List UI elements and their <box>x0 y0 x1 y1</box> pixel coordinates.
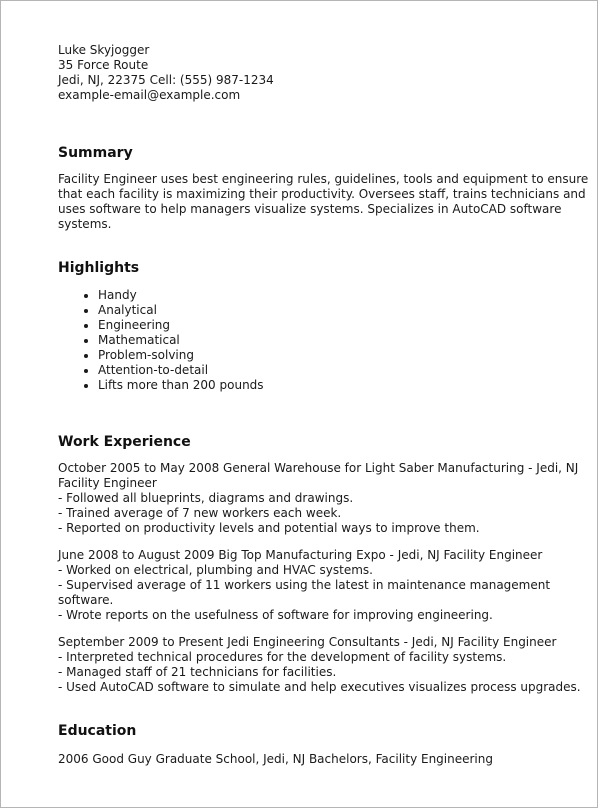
job-duty: - Worked on electrical, plumbing and HVAC systems. <box>58 563 373 577</box>
contact-email: example-email@example.com <box>58 88 241 102</box>
job-duty: - Interpreted technical procedures for the development of facility systems. <box>58 650 507 664</box>
highlight-item: • Attention-to-detail <box>98 363 588 378</box>
job-duty: - Wrote reports on the usefulness of software for improving engineering. <box>58 608 493 622</box>
education-heading: Education <box>58 723 137 739</box>
job-duty: - Used AutoCAD software to simulate and help executives visualizes process upgrades. <box>58 680 581 694</box>
contact-city-phone: Jedi, NJ, 22375 Cell: (555) 987-1234 <box>58 73 274 87</box>
work-experience-section <box>58 433 588 695</box>
contact-block <box>58 43 588 103</box>
highlight-item: • Lifts more than 200 pounds <box>98 378 588 393</box>
job-duty: - Managed staff of 21 technicians for facilities. <box>58 665 337 679</box>
highlight-item: • Mathematical <box>98 333 588 348</box>
highlights-heading: Highlights <box>58 260 140 276</box>
education-text: 2006 Good Guy Graduate School, Jedi, NJ Bachelors, Facility Engineering <box>58 752 493 766</box>
contact-street: 35 Force Route <box>58 58 149 72</box>
summary-text: Facility Engineer uses best engineering rules, guidelines, tools and equipment to ensure that each facility is maximizing their productivity. Oversees staff, trains technicians and uses software to help managers visualize systems. Specializes in AutoCAD software systems. <box>58 172 589 231</box>
job-entry <box>58 461 588 536</box>
contact-name: Luke Skyjogger <box>58 43 150 57</box>
highlight-item: • Analytical <box>98 303 588 318</box>
job-title: October 2005 to May 2008 General Warehouse for Light Saber Manufacturing - Jedi, NJ Facility Engineer <box>58 461 579 490</box>
job-duty: - Supervised average of 11 workers using the latest in maintenance management software. <box>58 578 551 607</box>
job-duty: - Trained average of 7 new workers each week. <box>58 506 342 520</box>
job-duty: - Followed all blueprints, diagrams and drawings. <box>58 491 354 505</box>
highlight-item: • Problem-solving <box>98 348 588 363</box>
summary-heading: Summary <box>58 145 133 161</box>
highlight-item: • Handy <box>98 288 588 303</box>
resume-content <box>58 43 589 766</box>
job-duty: - Reported on productivity levels and potential ways to improve them. <box>58 521 480 535</box>
work-experience-heading: Work Experience <box>58 434 191 450</box>
job-title: September 2009 to Present Jedi Engineering Consultants - Jedi, NJ Facility Engineer <box>58 635 557 649</box>
job-entry <box>58 635 588 695</box>
summary-section <box>58 144 593 232</box>
job-entry <box>58 548 588 623</box>
highlight-item: • Engineering <box>98 318 588 333</box>
job-title: June 2008 to August 2009 Big Top Manufacturing Expo - Jedi, NJ Facility Engineer <box>58 548 543 562</box>
highlights-section <box>58 259 588 393</box>
highlights-list <box>58 288 588 393</box>
education-section <box>58 722 588 767</box>
